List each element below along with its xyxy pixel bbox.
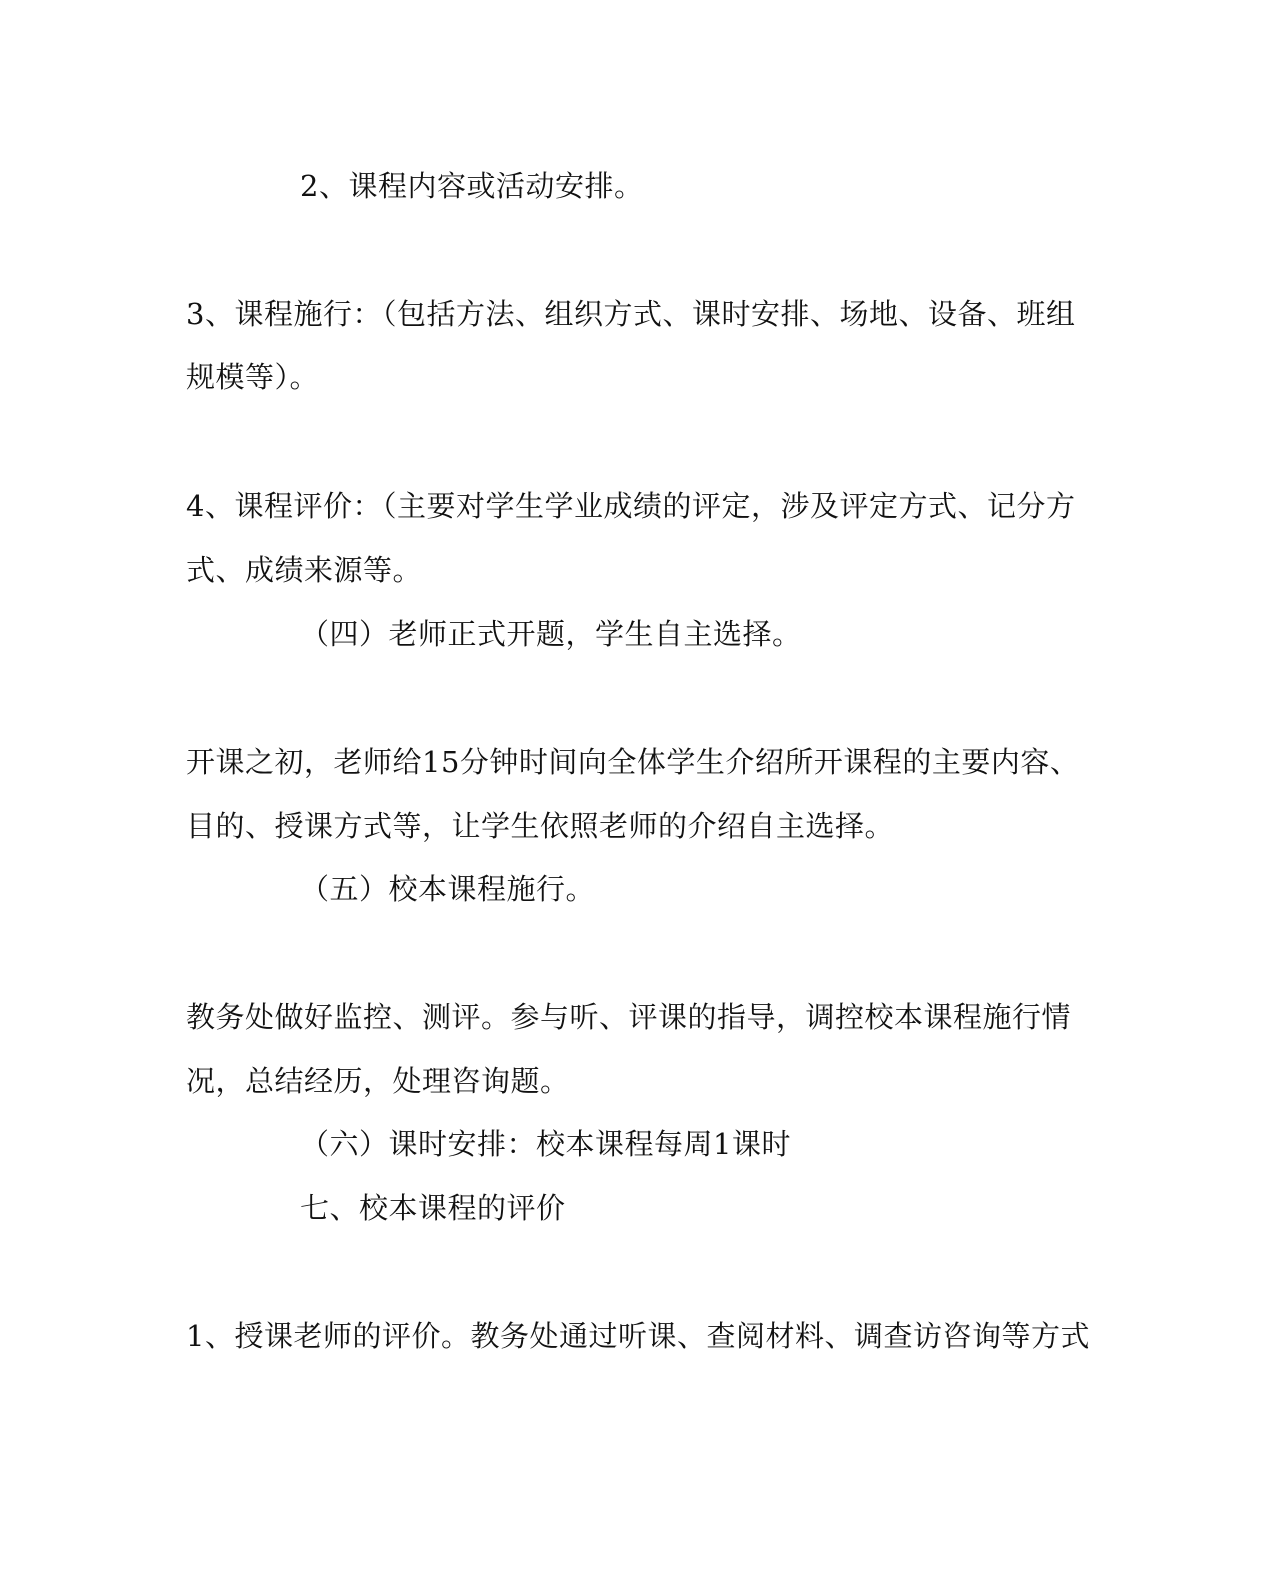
paragraph-line: 式、成绩来源等。: [186, 553, 423, 587]
paragraph-line: 2、课程内容或活动安排。: [300, 169, 644, 203]
section-heading: （四）老师正式开题，学生自主选择。: [300, 617, 802, 651]
paragraph-line: 教务处做好监控、测评。参与听、评课的指导，调控校本课程施行情: [186, 1000, 1072, 1034]
paragraph-line: 目的、授课方式等，让学生依照老师的介绍自主选择。: [186, 809, 895, 843]
paragraph-line: 4、课程评价：（主要对学生学业成绩的评定，涉及评定方式、记分方: [186, 489, 1076, 523]
paragraph-line: 规模等）。: [186, 360, 320, 394]
section-heading: （六）课时安排：校本课程每周1课时: [300, 1127, 791, 1161]
paragraph-line: 开课之初，老师给15分钟时间向全体学生介绍所开课程的主要内容、: [186, 745, 1080, 779]
paragraph-line: 3、课程施行：（包括方法、组织方式、课时安排、场地、设备、班组: [186, 297, 1076, 331]
section-heading: 七、校本课程的评价: [300, 1191, 566, 1225]
section-heading: （五）校本课程施行。: [300, 872, 596, 906]
paragraph-line: 1、授课老师的评价。教务处通过听课、查阅材料、调查访咨询等方式: [186, 1319, 1090, 1353]
paragraph-line: 况，总结经历，处理咨询题。: [186, 1064, 570, 1098]
